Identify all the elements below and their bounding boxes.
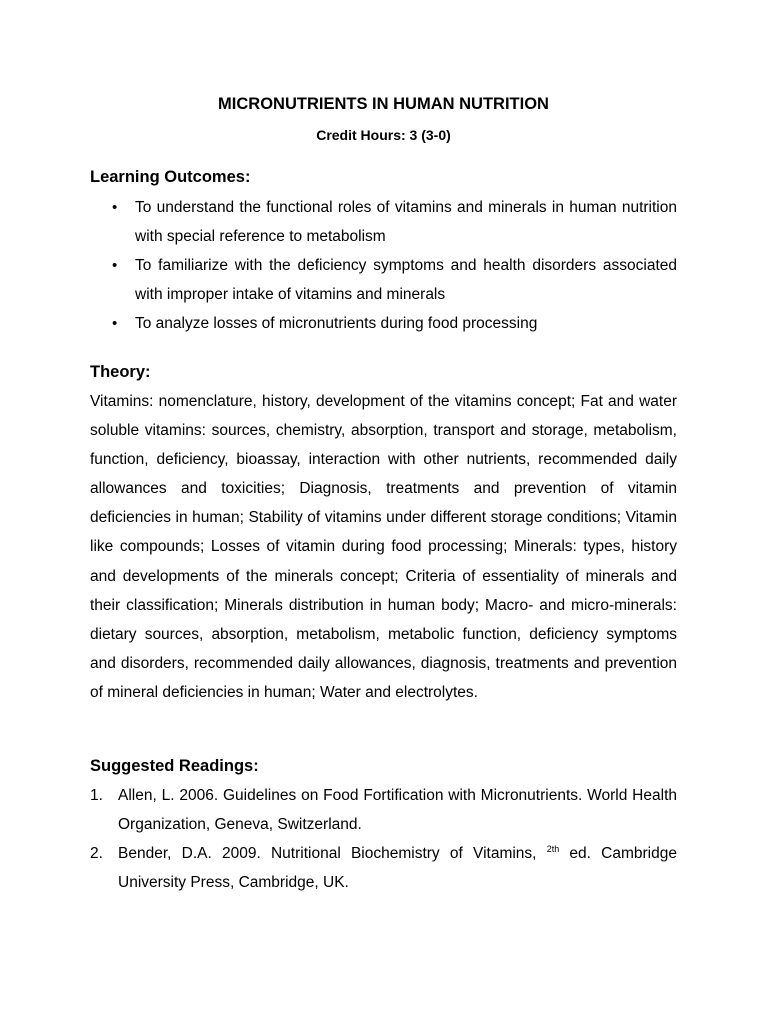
- list-item: [90, 193, 677, 251]
- list-item: [90, 251, 677, 309]
- learning-outcomes-list: [90, 193, 677, 338]
- list-item: [90, 839, 677, 897]
- reading-text-start: Bender, D.A. 2009. Nutritional Biochemistry of Vitamins,: [118, 845, 547, 862]
- outcome-text: To understand the functional roles of vitamins and minerals in human nutrition with special reference to metabolism: [135, 199, 677, 245]
- list-item: [90, 309, 677, 338]
- bullet-icon: •: [112, 315, 118, 332]
- theory-heading: Theory:: [90, 363, 151, 381]
- page-title: MICRONUTRIENTS IN HUMAN NUTRITION: [218, 95, 549, 113]
- reading-text-end: ed. Cambridge University Press, Cambridge, UK.: [118, 845, 677, 891]
- theory-paragraph: Vitamins: nomenclature, history, development of the vitamins concept; Fat and water soluble vitamins: sources, chemistry, absorption, transport and storage, metabolism, function, deficiency, bioassay, interaction with other nutrients, recommended daily allowances and toxicities; Diagnosis, treatments and prevention of vitamin deficiencies in human; Stability of vitamins under different storage conditions; Vitamin like compounds; Losses of vitamin during food processing; Minerals: types, history and developments of the minerals concept; Criteria of essentiality of minerals and their classification; Minerals distribution in human body; Macro- and micro-minerals: dietary sources, absorption, metabolism, metabolic function, deficiency symptoms and disorders, recommended daily allowances, diagnosis, treatments and prevention of mineral deficiencies in human; Water and electrolytes.: [90, 393, 677, 701]
- reading-text: Allen, L. 2006. Guidelines on Food Fortification with Micronutrients. World Health Organization, Geneva, Switzerland.: [118, 787, 677, 833]
- reading-number: 2.: [90, 845, 103, 862]
- learning-outcomes-heading: Learning Outcomes:: [90, 168, 251, 186]
- list-item: [90, 781, 677, 839]
- suggested-readings-list: [90, 781, 677, 897]
- credit-hours: Credit Hours: 3 (3-0): [316, 127, 451, 143]
- reading-number: 1.: [90, 787, 103, 804]
- edition-superscript: 2th: [546, 844, 560, 854]
- outcome-text: To familiarize with the deficiency symptoms and health disorders associated with improper intake of vitamins and minerals: [135, 257, 677, 303]
- suggested-readings-heading: Suggested Readings:: [90, 757, 259, 775]
- bullet-icon: •: [112, 257, 118, 274]
- outcome-text: To analyze losses of micronutrients during food processing: [135, 315, 538, 332]
- bullet-icon: •: [112, 199, 118, 216]
